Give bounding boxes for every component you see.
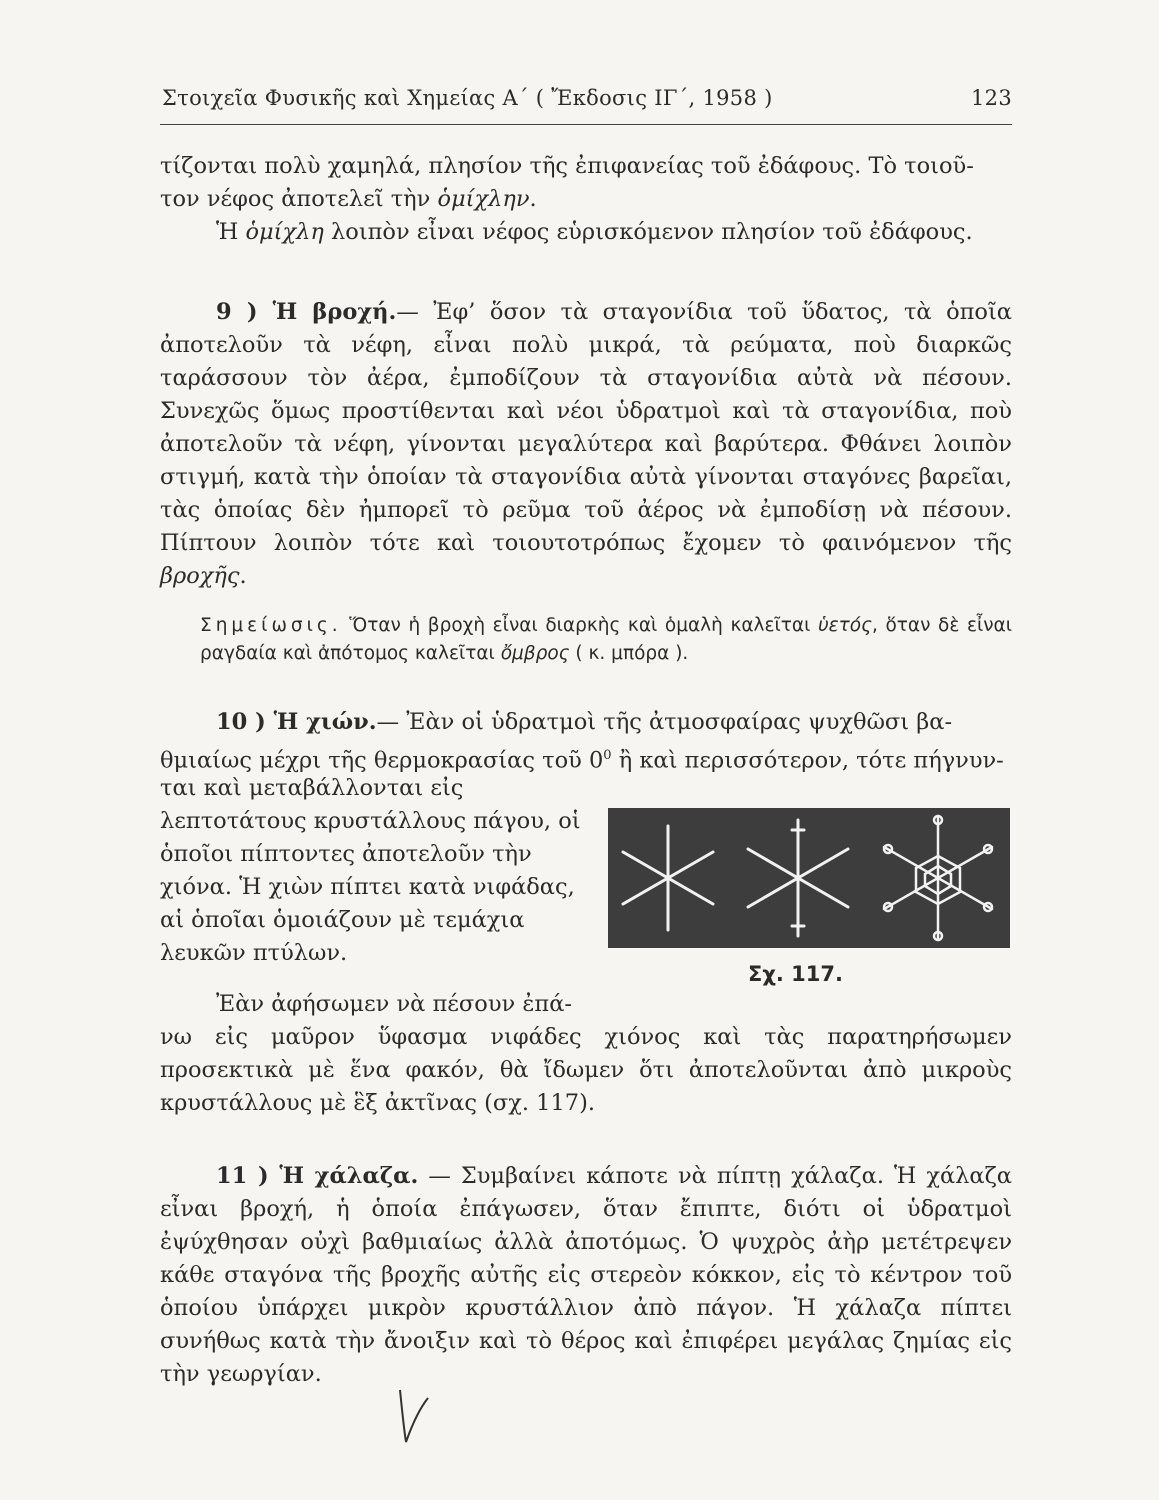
section-rain: 9 ) Ἡ βροχή.— Ἐφ’ ὅσον τὰ σταγονίδια τοῦ ὕδατος, τὰ ὁποῖα ἀποτελοῦν τὰ νέφη, εἶναι πολὺ μικρά, τὰ ρεύματα, ποὺ διαρκῶς ταράσσουν τὸν ἀέρα, ἐμποδίζουν τὰ σταγονίδια αὐτὰ νὰ πέσουν. Συνεχῶς ὅμως προστίθενται καὶ νέοι ὑδρατμοὶ καὶ τὰ σταγονίδια, ποὺ ἀποτελοῦν τὰ νέφη, γίνονται μεγαλύτερα καὶ βαρύτερα. Φθάνει λοιπὸν στιγμή, κατὰ τὴν ὁποίαν τὰ σταγονίδια αὐτὰ γίνονται σταγόνες βαρεῖαι, τὰς ὁποίας δὲν ἠμπορεῖ τὸ ρεῦμα τοῦ ἀέρος νὰ ἐμποδίσῃ νὰ πέσουν. Πίπτουν λοιπὸν τότε καὶ τοιουτοτρόπως ἔχομεν τὸ φαινόμενον τῆς βροχῆς. [160, 299, 1012, 589]
section-rain-text: — Ἐφ’ ὅσον τὰ σταγονίδια τοῦ ὕδατος, τὰ ὁποῖα ἀποτελοῦν τὰ νέφη, εἶναι πολὺ μικρά, τὰ ρεύματα, ποὺ διαρκῶς ταράσσουν τὸν ἀέρα, ἐμποδίζουν τὰ σταγονίδια αὐτὰ νὰ πέσουν. Συνεχῶς ὅμως προστίθενται καὶ νέοι ὑδρατμοὶ καὶ τὰ σταγονίδια, ποὺ ἀποτελοῦν τὰ νέφη, γίνονται μεγαλύτερα καὶ βαρύτερα. Φθάνει λοιπὸν στιγμή, κατὰ τὴν ὁποίαν τὰ σταγονίδια αὐτὰ γίνονται σταγόνες βαρεῖαι, τὰς ὁποίας δὲν ἠμπορεῖ τὸ ρεῦμα τοῦ ἀέρος νὰ ἐμποδίσῃ νὰ πέσουν. Πίπτουν λοιπὸν τότε καὶ τοιουτοτρόπως ἔχομεν τὸ φαινόμενον τῆς [160, 299, 1012, 556]
section-snow-line-1: 10 ) Ἡ χιών.— Ἐὰν οἱ ὑδρατμοὶ τῆς ἀτμοσφαίρας ψυχθῶσι βα- [216, 709, 953, 735]
pen-tick-mark [392, 1380, 432, 1450]
term-fog-2: ὁμίχλη [245, 219, 324, 245]
section-snow-para2-first: Ἐὰν ἀφήσωμεν νὰ πέσουν ἐπά- [216, 991, 573, 1017]
crystal-1 [623, 826, 713, 930]
intro-line-3: Ἡ ὁμίχλη λοιπὸν εἶναι νέφος εὑρισκόμενον πλησίον τοῦ ἐδάφους. [216, 219, 973, 245]
section-hail-heading: 11 ) Ἡ χάλαζα. [216, 1163, 419, 1189]
term-rain: βροχῆς [160, 563, 240, 589]
running-header [162, 86, 1012, 110]
section-snow-para2-rest: νω εἰς μαῦρον ὕφασμα νιφάδες χιόνος καὶ τὰς παρατηρήσωμεν προσεκτικὰ μὲ ἕνα φακόν, θὰ ἴδωμεν ὅτι ἀποτελοῦνται ἀπὸ μικροὺς κρυστάλλους μὲ ἓξ ἀκτῖνας (σχ. 117). [160, 1024, 1012, 1116]
section-snow-wrap: ται καὶ μεταβάλλονται εἰς λεπτοτάτους κρυστάλλους πάγου, οἱ ὁποῖοι πίπτοντες ἀποτελοῦν τὴν χιόνα. Ἡ χιὼν πίπτει κατὰ νιφάδας, αἱ ὁποῖαι ὁμοιάζουν μὲ τεμάχια λευκῶν πτύλων. [160, 775, 581, 966]
figure-caption: Σχ. 117. [748, 962, 843, 986]
section-rain-heading: 9 ) Ἡ βροχή. [216, 299, 397, 325]
term-fog: ὁμίχλην [437, 186, 530, 212]
section-snow-intro [160, 706, 1012, 778]
page-number: 123 [971, 86, 1012, 110]
crystal-2 [748, 820, 848, 936]
term-shower: ὑετός [817, 615, 872, 636]
section-hail-text: — Συμβαίνει κάποτε νὰ πίπτῃ χάλαζα. Ἡ χάλαζα εἶναι βροχή, ἡ ὁποία ἐπάγωσεν, ὅταν ἔπιπτε, διότι οἱ ὑδρατμοὶ ἐψύχθησαν οὐχὶ βαθμιαίως ἀλλὰ ἀποτόμως. Ὁ ψυχρὸς ἀὴρ μετέτρεψεν κάθε σταγόνα τῆς βροχῆς αὐτῆς εἰς στερεὸν κόκκον, εἰς τὸ κέντρον τοῦ ὁποίου ὑπάρχει μικρὸν κρυστάλλιον ἀπὸ πάγον. Ἡ χάλαζα πίπτει συνήθως κατὰ τὴν ἄνοιξιν καὶ τὸ θέρος καὶ ἐπιφέρει μεγάλας ζημίας εἰς τὴν γεωργίαν. [160, 1163, 1012, 1387]
section-hail [160, 1160, 1012, 1391]
section-snow-heading: 10 ) Ἡ χιών. [216, 709, 377, 735]
note-block: Σημείωσις. Ὅταν ἡ βροχὴ εἶναι διαρκὴς καὶ ὁμαλὴ καλεῖται ὑετός, ὅταν δὲ εἶναι ραγδαία καὶ ἀπότομος καλεῖται ὄμβρος ( κ. μπόρα ). [200, 615, 1013, 664]
crystals-svg [608, 808, 1010, 948]
intro-line-1: τίζονται πολὺ χαμηλά, πλησίον τῆς ἐπιφανείας τοῦ ἐδάφους. Τὸ τοιοῦ- [160, 153, 974, 179]
intro-paragraph [160, 150, 1012, 249]
note-label: Σημείωσις. [200, 615, 342, 636]
header-rule [160, 124, 1012, 125]
intro-line-2: τον νέφος ἀποτελεῖ τὴν ὁμίχλην. [160, 186, 537, 212]
crystal-3 [884, 816, 992, 940]
snow-crystals-figure [608, 808, 1010, 948]
term-downpour: ὄμβρος [500, 643, 570, 664]
book-title: Στοιχεῖα Φυσικῆς καὶ Χημείας Α΄ ( Ἔκδοσις ΙΓ΄, 1958 ) [162, 86, 773, 110]
section-snow-line-2: θμιαίως μέχρι τῆς θερμοκρασίας τοῦ $0^0$ ἢ καὶ περισσότερον, τότε πήγνυν- [160, 747, 1004, 774]
